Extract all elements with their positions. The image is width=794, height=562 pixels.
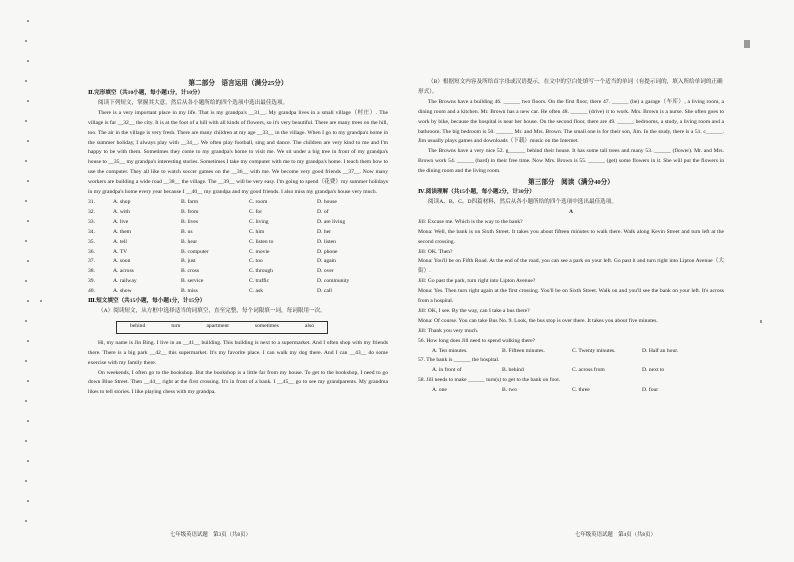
part-b-instruction: （B）根据短文内容及所给首字母或汉语提示，在文中的空白处填写一个适当的单词（有提示词的，填入所给单词的正确形式）。 — [418, 79, 723, 95]
page-footer-right: 七年级英语试题 第4页（共8页） — [575, 532, 656, 538]
option-row: 38. A. across B. cross C. through D. over — [88, 268, 334, 275]
word-box-item: turn — [171, 323, 181, 330]
binding-dot — [27, 140, 29, 142]
part-b-passage-paragraph: The Browns have a building 46. ______ two floors. On the first floor, there 47. ______ (be) a garage（车库）, a living room, a dining room and a kitchen. Mr. Brown has a new car. He often 48. ______ (drive) it to work. Mrs. Brown is a nurse. She often goes to work by bike, because the hospital is near her house. On the second floor, there are 49. ______ bedrooms, a study, a living room and a bathroom. The big bedroom is 50. ______ Mr. and Mrs. Brown. The small one is for their son, Jim. In the study, there is a 51. c______. Jim usually plays games and downloads（下载）music on the Internet. — [418, 98, 724, 145]
passage-label: A — [568, 208, 574, 215]
binding-dot — [27, 260, 29, 262]
binding-dot — [25, 280, 27, 282]
cloze-instruction: 阅读下列短文，掌握其大意，然后从各小题所给的四个选项中选出最佳选项。 — [98, 99, 289, 106]
binding-dot — [27, 20, 29, 22]
section-title-part-three: 第三部分 阅读（满分40分） — [528, 179, 614, 187]
option-row: 35. A. tell B. hear C. listen to D. listen — [88, 238, 336, 245]
dialogue-line: Jill: OK, I see. By the way, can I take a bus there? — [418, 307, 530, 314]
word-box-item: sometimes — [254, 323, 279, 330]
binding-dot — [25, 160, 27, 162]
scan-speck — [760, 320, 762, 323]
word-box-item: behind — [130, 323, 146, 330]
binding-dot — [25, 520, 27, 522]
option-row: A. Ten minutes. B. Fifteen minutes. C. Twenty minutes. D. Half an hour. — [432, 347, 679, 354]
question-57 — [418, 356, 724, 376]
left-page — [88, 78, 388, 398]
binding-dot — [27, 60, 29, 62]
binding-dot — [27, 500, 29, 502]
dialogue-line: Mona: You'll be on Fifth Road. At the end of the road, you can see a park on your left. Go past it and turn right into Lipton Avenue（大街）. — [418, 258, 724, 275]
binding-dot — [25, 240, 27, 242]
binding-dot — [25, 480, 27, 482]
option-row: A. in front of B. behind C. across from D. next to — [432, 367, 665, 374]
binding-dot — [27, 220, 29, 222]
dialogue-line: Jill: Thank you very much. — [418, 327, 479, 334]
option-row: 32. A. with B. from C. for D. of — [88, 208, 329, 215]
option-row: 34. A. them B. us C. him D. her — [88, 228, 331, 235]
dialogue-line: Mona: Of course. You can take Bus No. 9. Look, the bus stop is over there. It takes you about five minutes. — [418, 317, 658, 324]
option-row: 39. A. railway B. service C. traffic D. community — [88, 278, 350, 285]
word-box-item: also — [304, 323, 314, 330]
filling-instruction: （A）阅读短文，从方框中选择适当的词填空，直至完整，每个词限填一词，每词限用一次。 — [98, 307, 326, 314]
question-stem: 56. How long does Jill need to spend walking there? — [418, 337, 536, 344]
dialogue-line: Mona: Well, the bank is on Sixth Street. It takes you about fifteen minutes to walk there. Walk along Kevin Street and turn left at the second crossing. — [418, 228, 724, 245]
option-row: 40. A. show B. miss C. ask D. call — [88, 288, 332, 295]
dialogue-line: Jill: Go past the park, turn right into Lipton Avenue? — [418, 278, 536, 285]
dialogue-line: Jill: OK. Then? — [418, 248, 453, 255]
part-b-passage-paragraph: The Browns have a very nice 52. g______ behind their house. It has some tall trees and many 53. ______ (flower). Mr. and Mrs. Brown work 54. ______ (hard) in their free time. Now Mrs. Brown is 55. ______ (get) some flowers in it. She will put the flowers in the dining room and the living room. — [418, 148, 724, 175]
binding-dot — [27, 460, 29, 462]
word-box — [116, 321, 328, 334]
filling-heading: Ⅲ.短文填空（共15小题，每小题1分，计15分） — [88, 298, 206, 305]
cloze-passage: There is a very important place in my life. That is my grandpa's __31__. My grandpa lives in a small village（村庄）. The village is far __32__ the city. It is at the foot of a hill with all kinds of flowers, so it's very beautiful. There are many trees on the hill, too. The air in the village is very fresh. There are many children at my age __33__ in the village. When I go to my grandpa's home in the summer holiday, I always play with __34__. We often play football, sing and dance. The children are very kind to me and I'm happy to be with them. Sometimes they come to my grandpa's home to visit me. We sit under a big tree in front of my grandpa's house to __35__ my grandpa's interesting stories. Sometimes I take my computer with me to my grandpa's home. I teach them how to use the computer. They all like to watch soccer games on the __36__ with me. We become very good friends __37__. Now many workers are building a wide road __38__ the village. The __39__ will be very easy. I'm going to spend（花费）my summer holidays in my grandpa's home every year because I __40__ my grandpa and my good friends. I also miss my grandpa's house very much. — [88, 109, 388, 196]
dialogue-line: Mona: Yes. Then turn right again at the first crossing. You'll be on Sixth Street. Walk on and you'll see the bank on your left. It's across from a hospital. — [418, 288, 724, 305]
binding-dot — [25, 400, 27, 402]
option-row: A. one B. two C. three D. four — [432, 387, 659, 394]
binding-dot — [25, 80, 27, 82]
binding-dot — [25, 360, 27, 362]
dialogue — [418, 218, 724, 337]
option-row: 37. A. soon B. just C. too D. again — [88, 258, 336, 265]
binding-dot — [27, 100, 29, 102]
option-row: 36. A. TV B. computer C. movie D. phone — [88, 248, 338, 255]
scan-speck — [744, 40, 750, 48]
binding-dot — [27, 420, 29, 422]
binding-dot — [25, 440, 27, 442]
binding-dot — [27, 340, 29, 342]
question-58 — [418, 376, 724, 396]
cloze-options — [88, 198, 388, 297]
question-stem: 57. The bank is ______ the hospital. — [418, 357, 500, 364]
section-title-part-two: 第二部分 语言运用（满分25分） — [188, 80, 288, 87]
binding-margin — [22, 20, 32, 540]
question-56 — [418, 337, 724, 357]
cloze-heading: Ⅱ.完形填空（共10小题，每小题1分，计10分） — [88, 90, 204, 96]
filling-passage-paragraph: On weekends, I often go to the bookshop. But the bookshop is a little far from my house. To get to the bookshop, I need to go down Blue Street. Then __44__ right at the first crossing. It's in front of a bank. I __45__ go to see my grandparents. My grandma likes to tell stories. I like playing chess with my grandpa. — [88, 369, 388, 396]
binding-dot — [27, 380, 29, 382]
binding-dot — [27, 300, 29, 302]
reading-heading: Ⅳ.阅读理解（共15小题，每小题2分，计30分） — [418, 189, 535, 196]
option-row: 33. A. live B. lives C. living D. are living — [88, 218, 346, 225]
right-page — [418, 78, 724, 396]
filling-passage-paragraph: Hi, my name is Jin Bing. I live in an __41__ building. This building is next to a supermarket. And I often shop with my friends there. There is a big park __42__ this supermarket. It's my favorite place. I can walk my dog there. And I can __43__ do some exercise with my family there. — [88, 339, 388, 366]
question-stem: 58. Jill needs to make ______ turn(s) to get to the bank on foot. — [418, 377, 561, 384]
scan-speck — [40, 300, 42, 302]
reading-instruction: 阅读A、B、C、D四篇材料，然后从各小题所给的四个选项中选出最佳选项。 — [428, 198, 617, 205]
binding-dot — [25, 200, 27, 202]
binding-dot — [27, 180, 29, 182]
option-row: 31. A. shop B. farm C. room D. house — [88, 198, 337, 205]
dialogue-line: Jill: Excuse me. Which is the way to the bank? — [418, 218, 523, 225]
binding-dot — [25, 40, 27, 42]
binding-dot — [25, 120, 27, 122]
page-footer-left: 七年级英语试题 第3页（共8页） — [170, 532, 251, 538]
binding-dot — [25, 320, 27, 322]
word-box-item: apartment — [206, 323, 229, 330]
